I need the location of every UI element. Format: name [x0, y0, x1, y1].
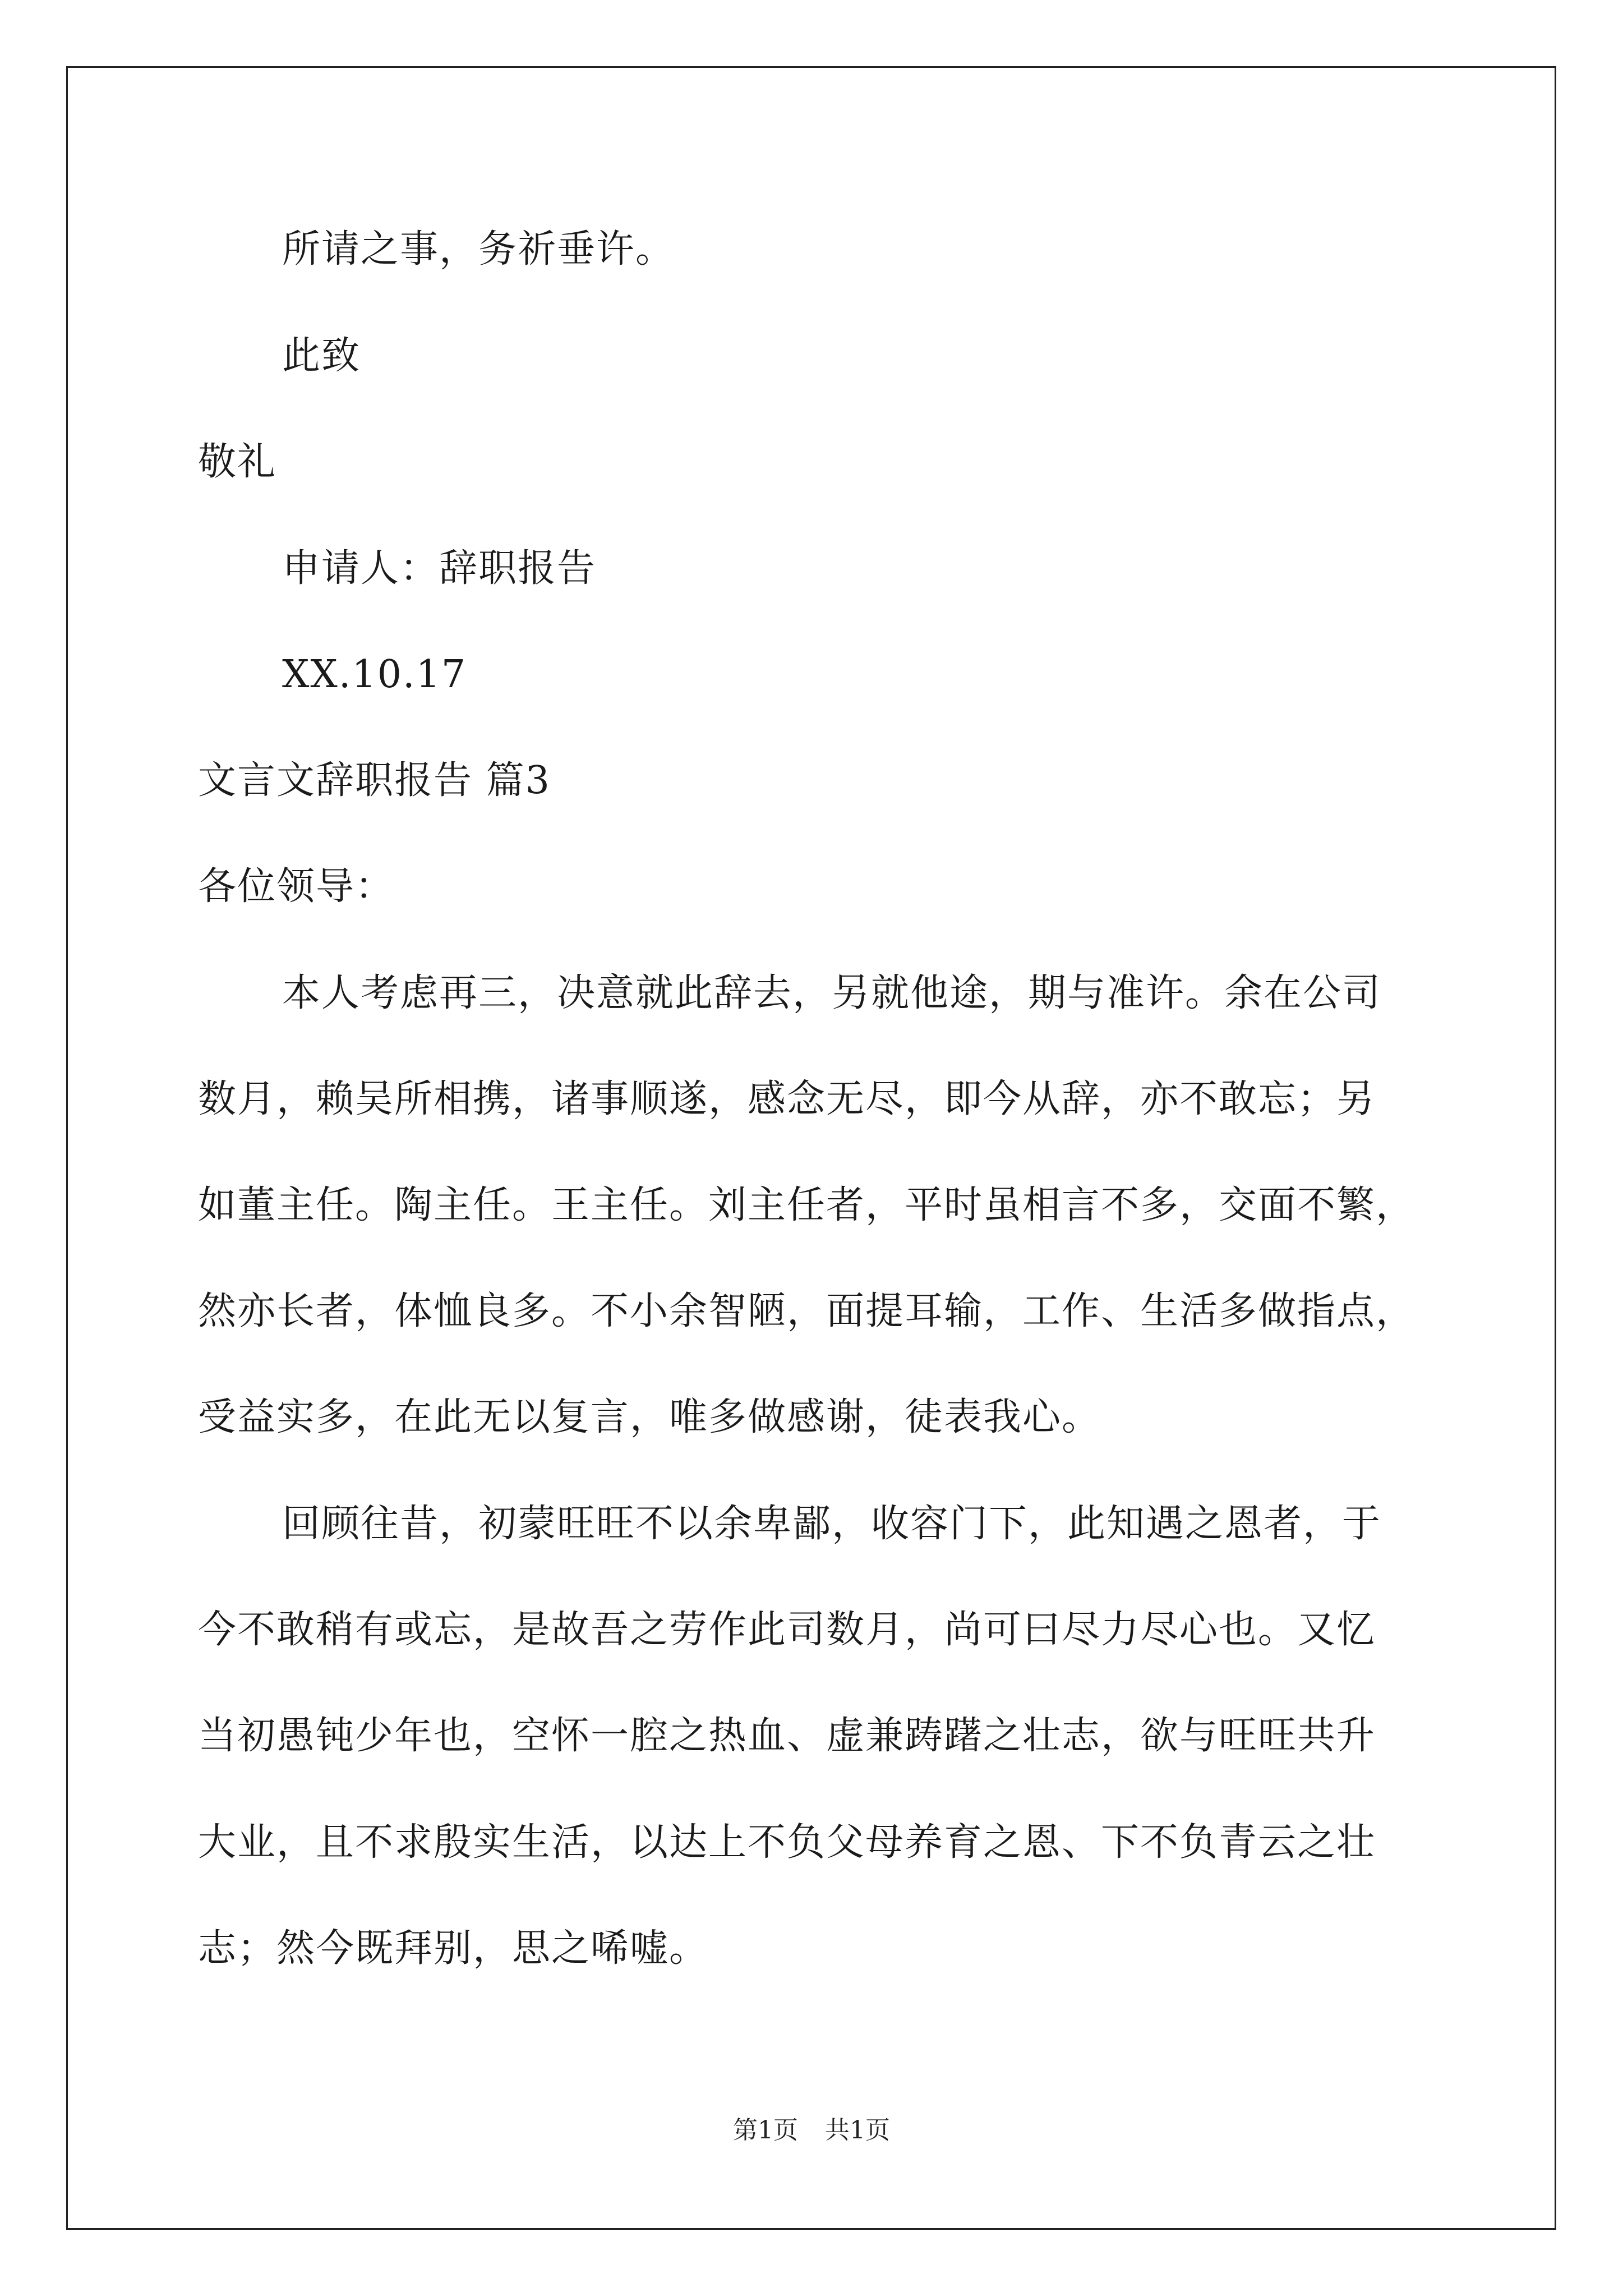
paragraph-1-line-3: 如董主任。陶主任。王主任。刘主任者，平时虽相言不多，交面不繁，	[198, 1183, 1415, 1227]
paragraph-1-line-5: 受益实多，在此无以复言，唯多做感谢，徒表我心。	[198, 1395, 1101, 1439]
paragraph-1-line-4: 然亦长者，体恤良多。不小余智陋，面提耳输，工作、生活多做指点，	[198, 1289, 1415, 1333]
section-heading: 文言文辞职报告 篇3	[198, 758, 551, 803]
page-border	[66, 66, 1556, 2230]
salutation-jingli: 敬礼	[198, 440, 277, 484]
date-line: XX.10.17	[282, 652, 467, 697]
paragraph-2-line-5: 志；然今既拜别，思之唏嘘。	[198, 1926, 709, 1971]
paragraph-1-line-2: 数月，赖吴所相携，诸事顺遂，感念无尽，即今从辞，亦不敢忘；另	[198, 1077, 1376, 1121]
paragraph-2-line-1: 回顾往昔，初蒙旺旺不以余卑鄙，收容门下，此知遇之恩者，于	[282, 1502, 1382, 1546]
paragraph-2-line-3: 当初愚钝少年也，空怀一腔之热血、虚兼踌躇之壮志，欲与旺旺共升	[198, 1714, 1376, 1758]
page-total: 共1页	[825, 2116, 890, 2145]
page-footer	[0, 2115, 1623, 2146]
paragraph-2-line-2: 今不敢稍有或忘，是故吾之劳作此司数月，尚可曰尽力尽心也。又忆	[198, 1608, 1376, 1652]
applicant-line: 申请人：辞职报告	[282, 546, 597, 591]
page-number: 第1页	[733, 2116, 798, 2145]
salutation-cizhi: 此致	[282, 334, 361, 378]
paragraph-2-line-4: 大业，且不求殷实生活，以达上不负父母养育之恩、下不负青云之壮	[198, 1820, 1376, 1865]
closing-request-line: 所请之事，务祈垂许。	[282, 227, 675, 272]
paragraph-1-line-1: 本人考虑再三，决意就此辞去，另就他途，期与准许。余在公司	[282, 971, 1382, 1015]
addressee-line: 各位领导：	[198, 864, 395, 909]
